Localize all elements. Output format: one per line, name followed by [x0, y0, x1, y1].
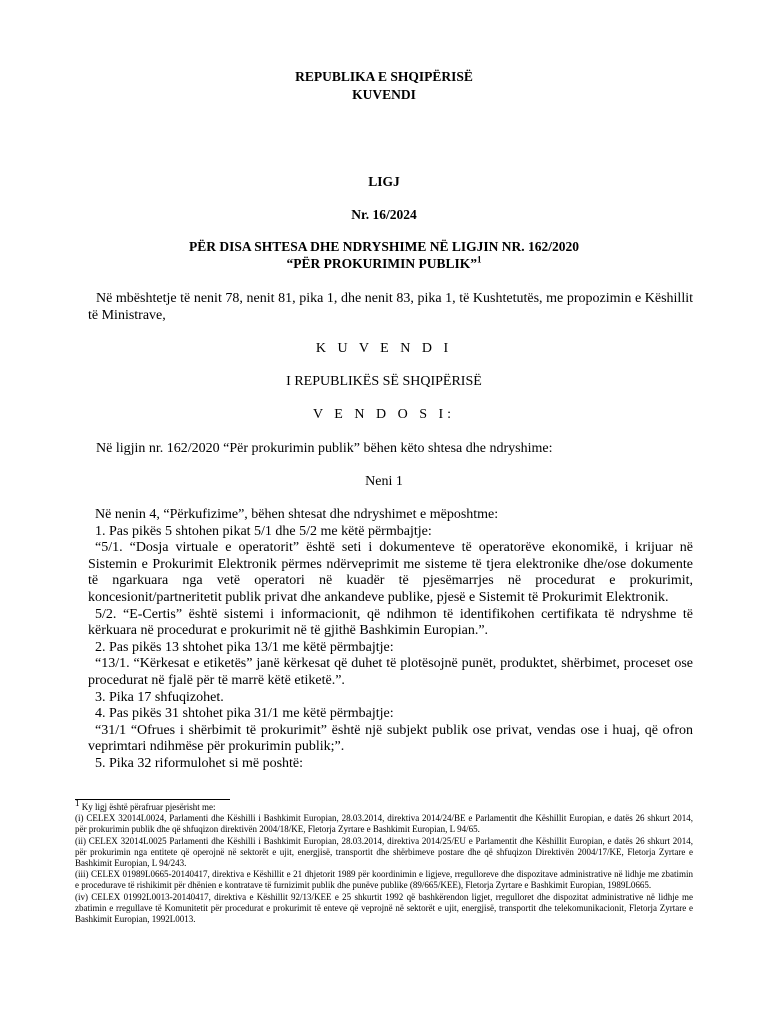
- article-line: 4. Pas pikës 31 shtohet pika 31/1 me këtë përmbajtje:: [95, 706, 394, 722]
- article-line: 1. Pas pikës 5 shtohen pikat 5/1 dhe 5/2 me këtë përmbajtje:: [95, 523, 432, 539]
- footnote-text: Ky ligj është përafruar pjesërisht me:: [79, 802, 216, 812]
- article-title: Neni 1: [365, 474, 403, 489]
- article-line: “5/1. “Dosja virtuale e operatorit” është seti i dokumenteve të operatorëve ekonomikë, i krijuar në Sistemin e Prokurimit Elektronik përmes ndërveprimit me sisteme të tjera elektronike dhe/ose dokumente të ngarkuara nga vetë operatori në kuadër të pjesëmarrjes në procedurat e prokurimit, koncesionit/partneritetit publik privat dhe ankandeve publike, pjesë e Sistemit të Prokurimit Elektronik.: [88, 540, 693, 605]
- preamble: Në mbështetje të nenit 78, nenit 81, pika 1, dhe nenit 83, pika 1, të Kushtetutës, me propozimin e Këshillit të Ministrave,: [88, 291, 693, 323]
- kuvendi-heading: K U V E N D I: [315, 341, 453, 356]
- footnote-divider: [75, 799, 230, 800]
- footnote-item: (iv) CELEX 01992L0013-20140417, direktiva e Këshillit 92/13/KEE e 25 shkurtit 1992 që bashkërendon ligjet, rregulloret dhe dispozitat administrative në lidhje me zbatimin e rregullave të Komunitetit për procedurat e prokurimit të enteve që veprojnë në sektorët e ujit, energjisë, transportit dhe telekomunikacionit, Fletorja Zyrtare e Bashkimit Europian, 1992L0013.: [75, 891, 693, 925]
- law-title-text: “PËR PROKURIMIN PUBLIK”: [286, 256, 477, 271]
- footnote-number: 1: [75, 798, 80, 808]
- vendosi-heading: V E N D O S I:: [312, 407, 456, 422]
- law-title-line2: [0, 255, 768, 273]
- article-line: Në nenin 4, “Përkufizime”, bëhen shtesat dhe ndryshimet e mëposhtme:: [95, 507, 499, 522]
- article-line: 5. Pika 32 riformulohet si më poshtë:: [95, 755, 304, 771]
- header-kuvendi: KUVENDI: [352, 87, 416, 102]
- article-line: 5/2. “E-Certis” është sistemi i informacionit, që ndihmon të identifikohen certifikata të ndryshme të kërkuara në procedurat e prokurimit në të gjithë Bashkimin Europian.”.: [88, 606, 693, 639]
- footnote-reference: 1: [477, 254, 482, 265]
- footnote-item: [75, 798, 693, 813]
- article-line: “13/1. “Kërkesat e etiketës” janë kërkesat që duhet të plotësojnë punët, produktet, shërbimet, proceset ose procedurat në fjalë për të marrë këtë etiketë.”.: [88, 656, 693, 688]
- article-body: [88, 507, 693, 773]
- article-line: “31/1 “Ofrues i shërbimit të prokurimit” është një subjekt publik ose privat, vendas ose i huaj, që ofron veprimtari ndihmëse për prokurimin publik;”.: [88, 722, 693, 755]
- footnotes: [75, 798, 693, 925]
- law-type: LIGJ: [368, 174, 400, 189]
- footnote-item: (ii) CELEX 32014L0025 Parlamenti dhe Këshilli i Bashkimit Europian, 28.03.2014, direktiva 2014/25/EU e Parlamentit dhe Këshillit Europian, e datës 26 shkurt 2014, për prokurimin nga entitete që operojnë në sektorët e ujit, energjisë, transportit dhe shërbimeve postare dhe që shfuqizon Direktivën 2004/17/KE, Fletorja Zyrtare e Bashkimit Europian, L 94/243.: [75, 835, 693, 869]
- article-line: 2. Pas pikës 13 shtohet pika 13/1 me këtë përmbajtje:: [95, 639, 394, 655]
- law-number: Nr. 16/2024: [351, 207, 417, 222]
- republic-heading: I REPUBLIKËS SË SHQIPËRISË: [286, 374, 482, 389]
- law-title-line1: PËR DISA SHTESA DHE NDRYSHIME NË LIGJIN NR. 162/2020: [189, 239, 579, 254]
- footnote-item: (iii) CELEX 01989L0665-20140417, direktiva e Këshillit e 21 dhjetorit 1989 për koordinimin e ligjeve, rregulloreve dhe dispozitave administrative në lidhje me zbatimin e procedurave të rishikimit për dhënien e kontratave të furnizimit publik dhe punëve publike (89/665/KEE), Fletorja Zyrtare e Bashkimit Europian, 1989L0665.: [75, 869, 693, 891]
- intro-paragraph: Në ligjin nr. 162/2020 “Për prokurimin publik” bëhen këto shtesa dhe ndryshime:: [96, 441, 553, 456]
- header-republic: REPUBLIKA E SHQIPËRISË: [295, 69, 473, 84]
- article-line: 3. Pika 17 shfuqizohet.: [95, 689, 224, 705]
- footnote-item: (i) CELEX 32014L0024, Parlamenti dhe Këshilli i Bashkimit Europian, 28.03.2014, direktiva 2014/24/BE e Parlamentit dhe Këshillit Europian, e datës 26 shkurt 2014, për prokurimin publik dhe që shfuqizon direktivën 2004/18/KE, Fletorja Zyrtare e Bashkimit Europian, L 94/65.: [75, 813, 693, 835]
